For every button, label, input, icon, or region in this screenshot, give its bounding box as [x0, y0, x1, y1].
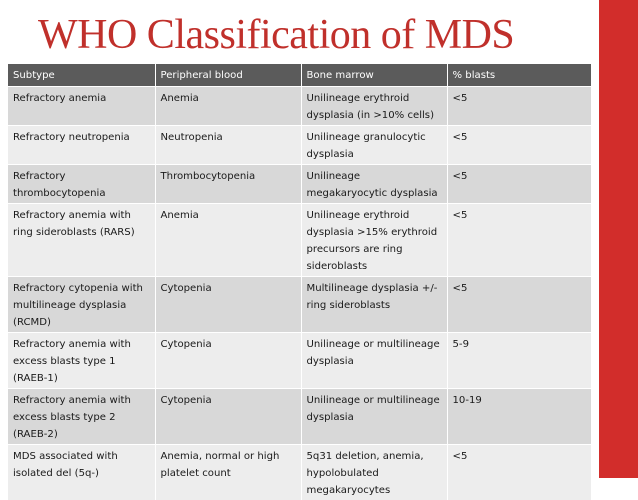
cell-blasts: <5	[447, 277, 591, 333]
cell-bone-marrow: Unilineage megakaryocytic dysplasia	[301, 165, 447, 204]
cell-blasts: <5	[447, 126, 591, 165]
accent-bar	[599, 0, 638, 478]
cell-peripheral-blood: Cytopenia	[155, 277, 301, 333]
cell-bone-marrow: Unilineage or multilineage dysplasia	[301, 333, 447, 389]
cell-bone-marrow: Unilineage granulocytic dysplasia	[301, 126, 447, 165]
cell-peripheral-blood: Neutropenia	[155, 126, 301, 165]
cell-peripheral-blood: Thrombocytopenia	[155, 165, 301, 204]
cell-blasts: 5-9	[447, 333, 591, 389]
table-row	[8, 277, 591, 333]
cell-subtype: MDS associated with isolated del (5q-)	[8, 445, 155, 500]
cell-peripheral-blood: Anemia	[155, 204, 301, 277]
table-header-row	[8, 64, 591, 87]
cell-bone-marrow: Unilineage erythroid dysplasia >15% erythroid precursors are ring sideroblasts	[301, 204, 447, 277]
cell-bone-marrow: Unilineage or multilineage dysplasia	[301, 389, 447, 445]
cell-subtype: Refractory thrombocytopenia	[8, 165, 155, 204]
slide-title: WHO Classification of MDS	[38, 12, 514, 58]
cell-subtype: Refractory anemia with excess blasts type 2 (RAEB-2)	[8, 389, 155, 445]
table-row	[8, 389, 591, 445]
cell-subtype: Refractory neutropenia	[8, 126, 155, 165]
table-row	[8, 165, 591, 204]
header-bone-marrow: Bone marrow	[301, 64, 447, 87]
cell-bone-marrow: Unilineage erythroid dysplasia (in >10% cells)	[301, 87, 447, 126]
cell-peripheral-blood: Cytopenia	[155, 333, 301, 389]
cell-bone-marrow: Multilineage dysplasia +/- ring sideroblasts	[301, 277, 447, 333]
table-row	[8, 333, 591, 389]
cell-blasts: <5	[447, 204, 591, 277]
cell-blasts: <5	[447, 165, 591, 204]
cell-blasts: <5	[447, 445, 591, 500]
cell-subtype: Refractory cytopenia with multilineage dysplasia (RCMD)	[8, 277, 155, 333]
header-blasts: % blasts	[447, 64, 591, 87]
cell-subtype: Refractory anemia with excess blasts type 1 (RAEB-1)	[8, 333, 155, 389]
cell-peripheral-blood: Anemia, normal or high platelet count	[155, 445, 301, 500]
cell-subtype: Refractory anemia with ring sideroblasts (RARS)	[8, 204, 155, 277]
table-row	[8, 445, 591, 500]
cell-peripheral-blood: Anemia	[155, 87, 301, 126]
table-row	[8, 126, 591, 165]
cell-subtype: Refractory anemia	[8, 87, 155, 126]
table-row	[8, 87, 591, 126]
mds-classification-table	[8, 64, 591, 500]
cell-blasts: <5	[447, 87, 591, 126]
table-row	[8, 204, 591, 277]
cell-bone-marrow: 5q31 deletion, anemia, hypolobulated megakaryocytes	[301, 445, 447, 500]
header-subtype: Subtype	[8, 64, 155, 87]
cell-blasts: 10-19	[447, 389, 591, 445]
header-peripheral-blood: Peripheral blood	[155, 64, 301, 87]
cell-peripheral-blood: Cytopenia	[155, 389, 301, 445]
